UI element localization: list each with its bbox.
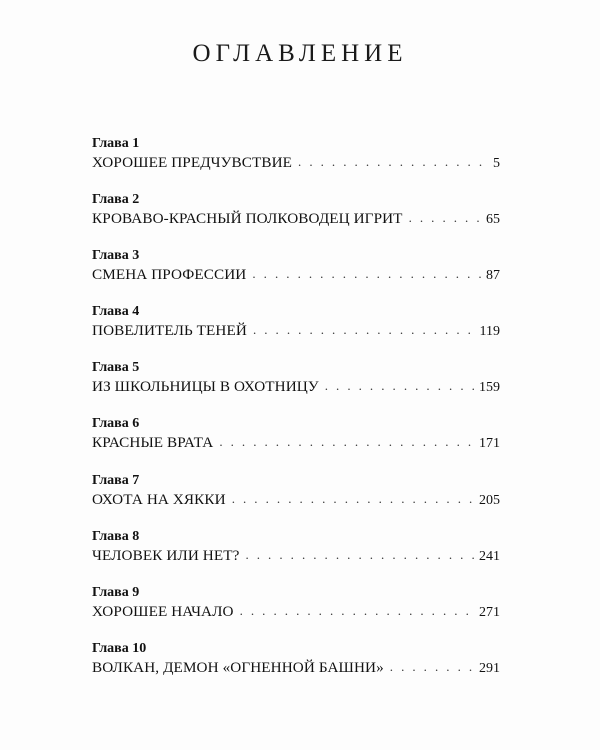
page-number: 171: [479, 436, 500, 452]
chapter-title: ВОЛКАН, ДЕМОН «ОГНЕННОЙ БАШНИ»: [92, 658, 384, 676]
toc-entry[interactable]: [92, 191, 500, 247]
toc-entry[interactable]: [92, 472, 500, 528]
page-number: 205: [479, 492, 500, 508]
page-number: 241: [479, 548, 500, 564]
chapter-line: [92, 377, 500, 398]
chapter-title: КРАСНЫЕ ВРАТА: [92, 434, 214, 452]
toc-entry[interactable]: [92, 640, 500, 696]
toc-entry[interactable]: [92, 359, 500, 415]
dot-leader: [298, 152, 489, 172]
page-number: 291: [479, 660, 500, 676]
dot-leader: [325, 376, 475, 396]
page-number: 5: [493, 156, 500, 171]
toc-entry[interactable]: [92, 135, 500, 191]
toc-entry[interactable]: [92, 528, 500, 584]
dot-leader: [252, 264, 482, 284]
page-number: 119: [479, 324, 500, 340]
dot-leader: [240, 601, 475, 621]
dot-leader: [245, 545, 475, 565]
page-number: 159: [479, 380, 500, 396]
chapter-label: Глава 8: [92, 528, 140, 544]
chapter-line: [92, 209, 500, 230]
chapter-title: СМЕНА ПРОФЕССИИ: [92, 266, 247, 284]
chapter-label: Глава 1: [92, 136, 140, 151]
chapter-title: КРОВАВО-КРАСНЫЙ ПОЛКОВОДЕЦ ИГРИТ: [92, 210, 403, 228]
page-number: 65: [486, 212, 500, 228]
chapter-title: ИЗ ШКОЛЬНИЦЫ В ОХОТНИЦУ: [92, 378, 319, 396]
chapter-line: [92, 602, 500, 623]
toc-entry[interactable]: [92, 247, 500, 303]
chapter-line: [92, 321, 500, 342]
chapter-label: Глава 3: [92, 248, 140, 264]
chapter-label: Глава 10: [92, 640, 147, 656]
chapter-line: [92, 658, 500, 679]
page-number: 87: [486, 268, 500, 284]
chapter-label: Глава 7: [92, 472, 140, 488]
chapter-label: Глава 6: [92, 416, 140, 432]
chapter-title: ОХОТА НА ХЯККИ: [92, 490, 226, 508]
table-of-contents: [92, 135, 500, 696]
chapter-title: ПОВЕЛИТЕЛЬ ТЕНЕЙ: [92, 322, 247, 340]
dot-leader: [409, 208, 482, 228]
chapter-title: ХОРОШЕЕ ПРЕДЧУВСТВИЕ: [92, 154, 293, 171]
toc-entry[interactable]: [92, 584, 500, 640]
chapter-line: [92, 546, 500, 567]
page-number: 271: [479, 604, 500, 620]
toc-entry[interactable]: [92, 303, 500, 359]
chapter-title: ХОРОШЕЕ НАЧАЛО: [92, 602, 234, 620]
chapter-label: Глава 4: [92, 304, 140, 320]
dot-leader: [253, 320, 476, 340]
chapter-label: Глава 5: [92, 360, 140, 376]
chapter-line: [92, 490, 500, 511]
chapter-title: ЧЕЛОВЕК ИЛИ НЕТ?: [92, 546, 240, 564]
chapter-line: [92, 265, 500, 286]
toc-entry[interactable]: [92, 415, 500, 471]
chapter-label: Глава 2: [92, 192, 140, 208]
page-title: ОГЛАВЛЕНИЕ: [192, 40, 408, 67]
dot-leader: [390, 657, 475, 677]
dot-leader: [219, 432, 475, 452]
chapter-line: [92, 153, 500, 174]
dot-leader: [232, 489, 475, 509]
chapter-line: [92, 433, 500, 454]
chapter-label: Глава 9: [92, 584, 140, 600]
